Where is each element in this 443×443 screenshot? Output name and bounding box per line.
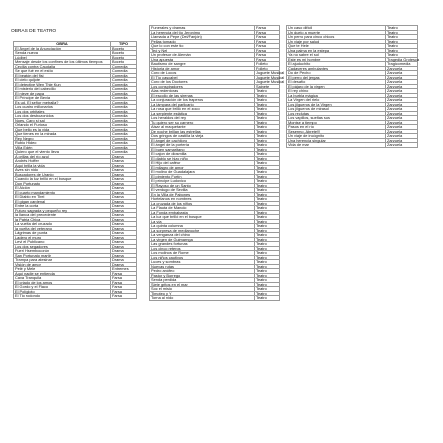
play-title-cell: Este es mi hombre [287,57,386,62]
play-title-cell: Noes, Caro si sal [14,118,111,123]
play-title-cell: Visión de amor [14,262,111,267]
play-title-cell: El Polígloto [14,289,111,294]
play-type-cell: Zarzuela [386,93,418,98]
play-title-cell: Los niños cautivos [150,255,255,260]
play-title-cell: Que lo con este tio [150,44,255,49]
play-title-cell: El Hijo del caféur [150,161,255,166]
play-title-cell: La Fonda embabasta [150,210,255,215]
play-title-cell: Orlando el Furioso [14,123,111,128]
play-title-cell: Siete gritos en el mar [150,282,255,287]
play-title-cell: En la Villa de Pabones [150,192,255,197]
play-title-cell: La luz que brilló en el bosque [150,215,255,220]
play-title-cell: Una palma en la estepa [287,48,386,53]
play-type-cell: Teatro [386,35,418,40]
play-type-cell: Sainete [255,84,280,89]
play-type-cell: Drama [111,235,137,240]
plays-table-column-3 [286,25,418,148]
play-title-cell: Tu quiero ser su carnero [150,120,255,125]
play-title-cell: La quinta columna [150,224,255,229]
header-tipo: TIPO [111,42,137,47]
play-title-cell: Llamada a Pepe (Del/Fanjón) [150,35,255,40]
play-type-cell: Farsa [111,280,137,285]
play-type-cell: Comedia [111,91,137,96]
play-title-cell: A orillas del río azul [14,154,111,159]
play-type-cell: Teatro [386,26,418,31]
play-type-cell: Drama [111,208,137,213]
play-type-cell: Comedia [111,114,137,119]
play-title-cell: La virgen de Guimarnga [150,237,255,242]
play-title-cell: Los dos orbitales [14,109,111,114]
play-type-cell: Drama [111,262,137,267]
play-title-cell: Dos gringos de castilla la vieja [150,134,255,139]
play-type-cell: Drama [111,181,137,186]
play-type-cell: Zarzuela [386,138,418,143]
play-title-cell: El rey chino [287,89,386,94]
play-type-cell: Boceto [111,51,137,56]
play-type-cell: Teatro [255,165,280,170]
play-title-cell: Villa Edén [14,145,111,150]
play-type-cell: Teatro [386,39,418,44]
play-type-cell: Zarzuela [386,134,418,139]
play-type-cell: Drama [111,222,137,227]
play-title-cell: La Virgen del rielo [287,98,386,103]
play-type-cell: Zarzuela [386,111,418,116]
play-type-cell: Teatro [386,30,418,35]
play-type-cell: Drama [111,244,137,249]
play-title-cell: Quiero que el viento lleva [14,150,111,155]
play-type-cell: Teatro [255,287,280,292]
play-type-cell: Farsa [255,44,280,49]
play-title-cell: Montse a tiempo [287,120,386,125]
play-type-cell: Zarzuela [386,71,418,76]
play-type-cell: Farsa [111,276,137,281]
play-type-cell: Drama [111,186,137,191]
play-title-cell: El Gordo y el Flaco [14,285,111,290]
play-title-cell: El criado de los amos [14,280,111,285]
play-type-cell: Teatro [255,174,280,179]
play-title-cell: El detective Wen Thie Kun [14,82,111,87]
play-type-cell: Drama [111,190,137,195]
play-title-cell: Rey Negro [14,136,111,141]
play-title-cell: Mensaje desde los confines de los últimos tiempos [14,60,111,65]
play-title-cell: Levi el Publicano [14,240,111,245]
play-type-cell: Comedia [111,136,137,141]
play-title-cell: Los reclutas [287,111,386,116]
play-title-cell: El cajon de diosmilla [150,152,255,157]
play-title-cell: El ajuduchito [287,62,386,67]
play-type-cell: Drama [111,159,137,164]
play-title-cell: Aquí nadie se entienda [14,271,111,276]
play-title-cell: Buscadores de Uranio [14,172,111,177]
play-title-cell: El cielo quijote [14,78,111,83]
play-title-cell: Teó y Nel [150,48,255,53]
play-title-cell: El verdugo de Sevilla [150,188,255,193]
play-type-cell: Teatro [255,282,280,287]
play-title-cell: Historia de amor [150,66,255,71]
play-title-cell: Senda perdida [150,278,255,283]
play-title-cell: Senda nueva [14,51,111,56]
play-type-cell: Zarzuela [386,66,418,71]
play-title-cell: Vida de mar [287,143,386,148]
play-type-cell: Juguete Musical [256,79,285,84]
play-type-cell: Drama [111,154,137,159]
play-title-cell: La rosa que brilló en el zoco [150,107,255,112]
play-title-cell: Soc el misio [150,287,255,292]
play-type-cell: Teatro [386,53,418,58]
play-type-cell: Comedia [111,100,137,105]
play-type-cell: Farsa [255,57,280,62]
play-title-cell: Nuevas rutas [150,264,255,269]
play-type-cell: Teatro [255,273,280,278]
play-type-cell: Teatro [255,89,280,94]
play-title-cell: Que te Hele [287,44,386,49]
play-title-cell: Aquí brilla la vida [14,163,111,168]
play-type-cell: Drama [111,168,137,173]
play-type-cell: Drama [111,217,137,222]
play-type-cell: Teatro [255,98,280,103]
play-type-cell: Zarzuela [386,80,418,85]
play-type-cell: Farsa [255,30,280,35]
play-title-cell: Aves sin nido [14,168,111,173]
play-title-cell: La serpiente estática [150,111,255,116]
play-title-cell: Pellas tomado [150,39,255,44]
play-title-cell: El ángel de cachiloro [150,138,255,143]
play-title-cell: El buen samaritano [150,147,255,152]
play-title-cell: Pelé y Mele [14,267,111,272]
play-title-cell: El pimiento Fortín [150,174,255,179]
play-type-cell: Farsa [255,53,280,58]
play-title-cell: Luces y sombras [150,260,255,265]
play-type-cell: Teatro [255,215,280,220]
play-title-cell: Cava Tranquila [14,276,111,281]
play-title-cell: Se que fué en el estío [14,69,111,74]
play-title-cell: El príncipe Ludovico [150,179,255,184]
play-type-cell: Teatro [255,269,280,274]
play-title-cell: Un viaje de incógnito [287,134,386,139]
play-type-cell: Comedia [111,82,137,87]
play-title-cell: Un duelo a muerte [287,30,386,35]
play-type-cell: Teatro [255,125,280,130]
play-type-cell: Teatro [255,138,280,143]
play-title-cell: Los dos desbozonidos [14,114,111,119]
play-title-cell: Entre la corta [14,204,111,209]
play-type-cell: Farsa [111,285,137,290]
play-type-cell: Teatro [255,111,280,116]
play-title-cell: Timoteo y Y [150,291,255,296]
play-title-cell: Los jilgueros de mirasol [287,107,386,112]
header-obra: OBRA [14,42,111,47]
play-type-cell: Teatro [255,296,280,301]
play-type-cell: Teatro [255,264,280,269]
play-title-cell: El perro del jergas [287,75,386,80]
play-type-cell: Zarzuela [386,143,418,148]
play-type-cell: Teatro [255,210,280,215]
play-type-cell: Drama [111,249,137,254]
play-title-cell: El diablo se hizo niño [150,156,255,161]
play-title-cell: Un viaje por salud [287,39,386,44]
play-title-cell: El milagro de amor [150,165,255,170]
play-type-cell: Zarzuela [386,129,418,134]
play-type-cell: Teatro [255,278,280,283]
play-title-cell: Alsar al maquetante [150,125,255,130]
play-type-cell: Teatro [255,93,280,98]
play-type-cell: Teatro [255,161,280,166]
play-type-cell: Zarzuela [386,89,418,94]
play-title-cell: Los jilgueros de la Virgen [287,102,386,107]
play-title-cell: La sorpresa de medianoche [150,228,255,233]
play-title-cell: Cadaveres ambulantes [287,66,386,71]
play-title-cell: la vuelta del veterano [14,226,111,231]
play-type-cell: Zarzuela [386,75,418,80]
play-type-cell: Zarzuela [386,120,418,125]
play-type-cell: Zarzuela [386,84,418,89]
play-title-cell: Los dos segadores [14,244,111,249]
play-type-cell: Teatro [255,170,280,175]
play-type-cell: Teatro [255,179,280,184]
play-type-cell: Drama [111,199,137,204]
play-type-cell: Comedia [111,123,137,128]
play-type-cell: Folleto [255,62,280,67]
play-type-cell: Drama [111,172,137,177]
play-type-cell: Comedia [111,145,137,150]
play-type-cell: Zarzuela [386,102,418,107]
play-title-cell: Un caso difícil [287,26,386,31]
play-title-cell: El Príncipe de Bevia [14,96,111,101]
play-type-cell: Teatro [255,228,280,233]
play-type-cell: Folleto [255,66,280,71]
play-type-cell: Juguete Musical [256,74,285,80]
play-type-cell: Teatro [255,143,280,148]
play-type-cell: Drama [111,195,137,200]
play-type-cell: Teatro [255,260,280,265]
play-type-cell: Drama [111,177,137,182]
play-title-cell: El misterio del cabecillo [14,87,111,92]
play-title-cell: Bautismo de sangre [150,62,255,67]
play-title-cell: Coro de Locos [150,71,255,76]
play-type-cell: Drama [111,240,137,245]
play-type-cell: Teatro [255,147,280,152]
play-type-cell: Comedia [111,118,137,123]
play-type-cell: Farsa [255,39,280,44]
play-type-cell: Teatro [255,224,280,229]
play-title-cell: Los cuatro millonarios [14,105,111,110]
play-type-cell: Comedia [111,105,137,110]
play-type-cell: Farsa [255,26,280,31]
play-type-cell: Boceto [111,55,137,60]
play-title-cell: Lúdbel [14,55,111,60]
play-type-cell: Zarzuela [386,125,418,130]
play-title-cell: Una herencia singular [287,138,386,143]
play-type-cell: Drama [111,204,137,209]
play-type-cell: Drama [111,213,137,218]
play-type-cell: Tragedia Grotesca [387,56,420,62]
play-type-cell: Drama [111,231,137,236]
play-title-cell: El desafío [287,80,386,85]
play-type-cell: Drama [111,226,137,231]
play-title-cell: Que tienes en la mirada [14,132,111,137]
play-title-cell: La venganza del chino [150,233,255,238]
play-title-cell: El Rayoso de un Santo [150,183,255,188]
play-title-cell: Funerales y dramas [150,26,255,31]
play-type-cell: Teatro [255,197,280,202]
play-type-cell: Teatro [255,192,280,197]
play-type-cell: Farsa [255,35,280,40]
play-title-cell: Futuro sagrada y pequeño rey [14,208,111,213]
play-type-cell: Teatro [386,44,418,49]
play-type-cell: Teatro [255,102,280,107]
play-type-cell: Boceto [111,46,137,51]
play-type-cell: Comedia [111,127,137,132]
play-title-cell: Cecilia contra Caudalia [14,64,111,69]
play-title-cell: La lámpara del parlicario [150,102,255,107]
play-title-cell: La conjuración de los traperos [150,98,255,103]
play-type-cell: Teatro [255,129,280,134]
play-title-cell: Pastor y Borrego [150,273,255,278]
play-title-cell: Lágrimas de punta [14,231,111,236]
table-row [150,296,280,301]
play-type-cell: Comedia [111,141,137,146]
play-type-cell: Zarzuela [386,98,418,103]
play-title-cell: El Diablo en Tirel [14,195,111,200]
play-title-cell: La vuelta del cruzado [14,222,111,227]
play-title-cell: Hortelanos en nombres [150,197,255,202]
play-title-cell: Un profesor de Alemán [150,53,255,58]
play-title-cell: la Patria Chica [14,217,111,222]
play-title-cell: Torna al nido [150,296,255,301]
play-title-cell: El gigan cardenal [14,199,111,204]
play-title-cell: La cruzada de los niños [150,201,255,206]
play-title-cell: Rubio Hideo [14,141,111,146]
play-title-cell: Trampa para atesinar [14,258,111,263]
play-title-cell: Es ud. El señor metralla? [14,100,111,105]
play-type-cell: Comedia [111,64,137,69]
play-type-cell: Farsa [111,294,137,299]
play-type-cell: Comedia [111,109,137,114]
play-type-cell: Drama [111,253,137,258]
play-title-cell: Ladero el muro [14,235,111,240]
play-type-cell: Boceto [111,60,137,65]
play-title-cell: El Alción [14,186,111,191]
play-type-cell: Teatro [255,219,280,224]
play-title-cell: Ya no sabre el sol [287,53,386,58]
play-type-cell: Comedia [111,96,137,101]
play-title-cell: Cuando la luz brilló en el bosque [14,177,111,182]
play-title-cell: Andrés Hoffer [14,159,111,164]
play-title-cell: Los heraldos del rey [150,116,255,121]
play-title-cell: Do de Pecho [287,71,386,76]
play-type-cell: Teatro [255,188,280,193]
play-type-cell: Comedia [111,69,137,74]
play-title-cell: La Flauta de Manolo [150,206,255,211]
play-title-cell: Las grandes fortunas [150,242,255,247]
table-row [287,143,418,148]
play-type-cell: Teatro [255,183,280,188]
play-title-cell: Coro de los Doctores [150,80,255,85]
play-type-cell: Teatro [255,120,280,125]
play-title-cell: Los conspiradores [150,84,255,89]
play-type-cell: Zarzuela [386,116,418,121]
play-title-cell: El Tio rodondo [14,294,111,299]
play-type-cell: Entremes [111,267,137,272]
play-type-cell: Teatro [255,116,280,121]
play-type-cell: Comedia [111,87,137,92]
play-title-cell: El nieve de papa [14,91,111,96]
play-type-cell: Comedia [111,150,137,155]
play-title-cell: El ángel de la portería [150,143,255,148]
play-title-cell: Don Portunato [14,181,111,186]
play-title-cell: El Ángel de la Anunciación [14,46,111,51]
play-title-cell: Los vapillos, sueltas sus [287,116,386,121]
play-type-cell: Teatro [255,152,280,157]
play-title-cell: El Tío cascabel [150,75,255,80]
play-type-cell: Teatro [386,48,418,53]
play-type-cell: Teatro [255,201,280,206]
play-title-cell: Los molinos de Rome [150,251,255,256]
play-title-cell: Pasos en el río [287,125,386,130]
play-title-cell: la llanca del precedente [14,213,111,218]
play-type-cell: Teatro [255,233,280,238]
play-title-cell: Fueri Hsembocorún [14,249,111,254]
play-type-cell: Farsa [255,48,280,53]
play-type-cell: Drama [111,163,137,168]
play-title-cell: El beatón del fisi [14,73,111,78]
play-title-cell: Los cinco reteros [150,246,255,251]
plays-table-column-1 [13,41,137,299]
play-type-cell: Teatro [255,107,280,112]
play-title-cell: La vía [150,219,255,224]
play-type-cell: Farsa [111,271,137,276]
play-title-cell: El cuarto mandamiento [14,190,111,195]
play-type-cell: Zarzuela [386,107,418,112]
play-type-cell: Teatro [255,156,280,161]
play-title-cell: San Portunato martir [14,253,111,258]
play-type-cell: Teatro [255,251,280,256]
play-title-cell: Alas redentoras [150,89,255,94]
play-type-cell: Teatro [255,246,280,251]
play-title-cell: El escollo de las sirenas [150,93,255,98]
play-type-cell: Drama [111,258,137,263]
play-type-cell: Teatro [255,255,280,260]
play-title-cell: Un perro para cinco chicos [287,35,386,40]
play-type-cell: Teatro [255,237,280,242]
play-type-cell: Juguete Musical [256,70,285,75]
play-type-cell: Comedia [111,132,137,137]
plays-table-column-2 [149,25,285,301]
play-type-cell: Teatro [255,206,280,211]
play-title-cell: La burbla mágica [287,93,386,98]
play-title-cell: El pájaro de la virgen [287,84,386,89]
play-type-cell: Comedia [111,73,137,78]
play-title-cell: Que bello es la vida [14,127,111,132]
play-title-cell: De noche brillan las estrellas [150,129,255,134]
play-type-cell: Teatro [255,242,280,247]
play-title-cell: Sesermo, Abrete!!! [287,129,386,134]
play-title-cell: La herencia del tío Jeronimo [150,30,255,35]
play-title-cell: Una apuesta [150,57,255,62]
play-type-cell: Teatro [255,134,280,139]
play-type-cell: Comedia [111,78,137,83]
play-title-cell: Pedro anófeo [150,269,255,274]
play-type-cell: Teatro [255,291,280,296]
table-row [14,294,137,299]
play-type-cell: Farsa [111,289,137,294]
play-type-cell: Tragicomedia [386,62,418,67]
page-title: OBRAS DE TEATRO [11,29,57,34]
play-title-cell: El molino de Guadalajara [150,170,255,175]
